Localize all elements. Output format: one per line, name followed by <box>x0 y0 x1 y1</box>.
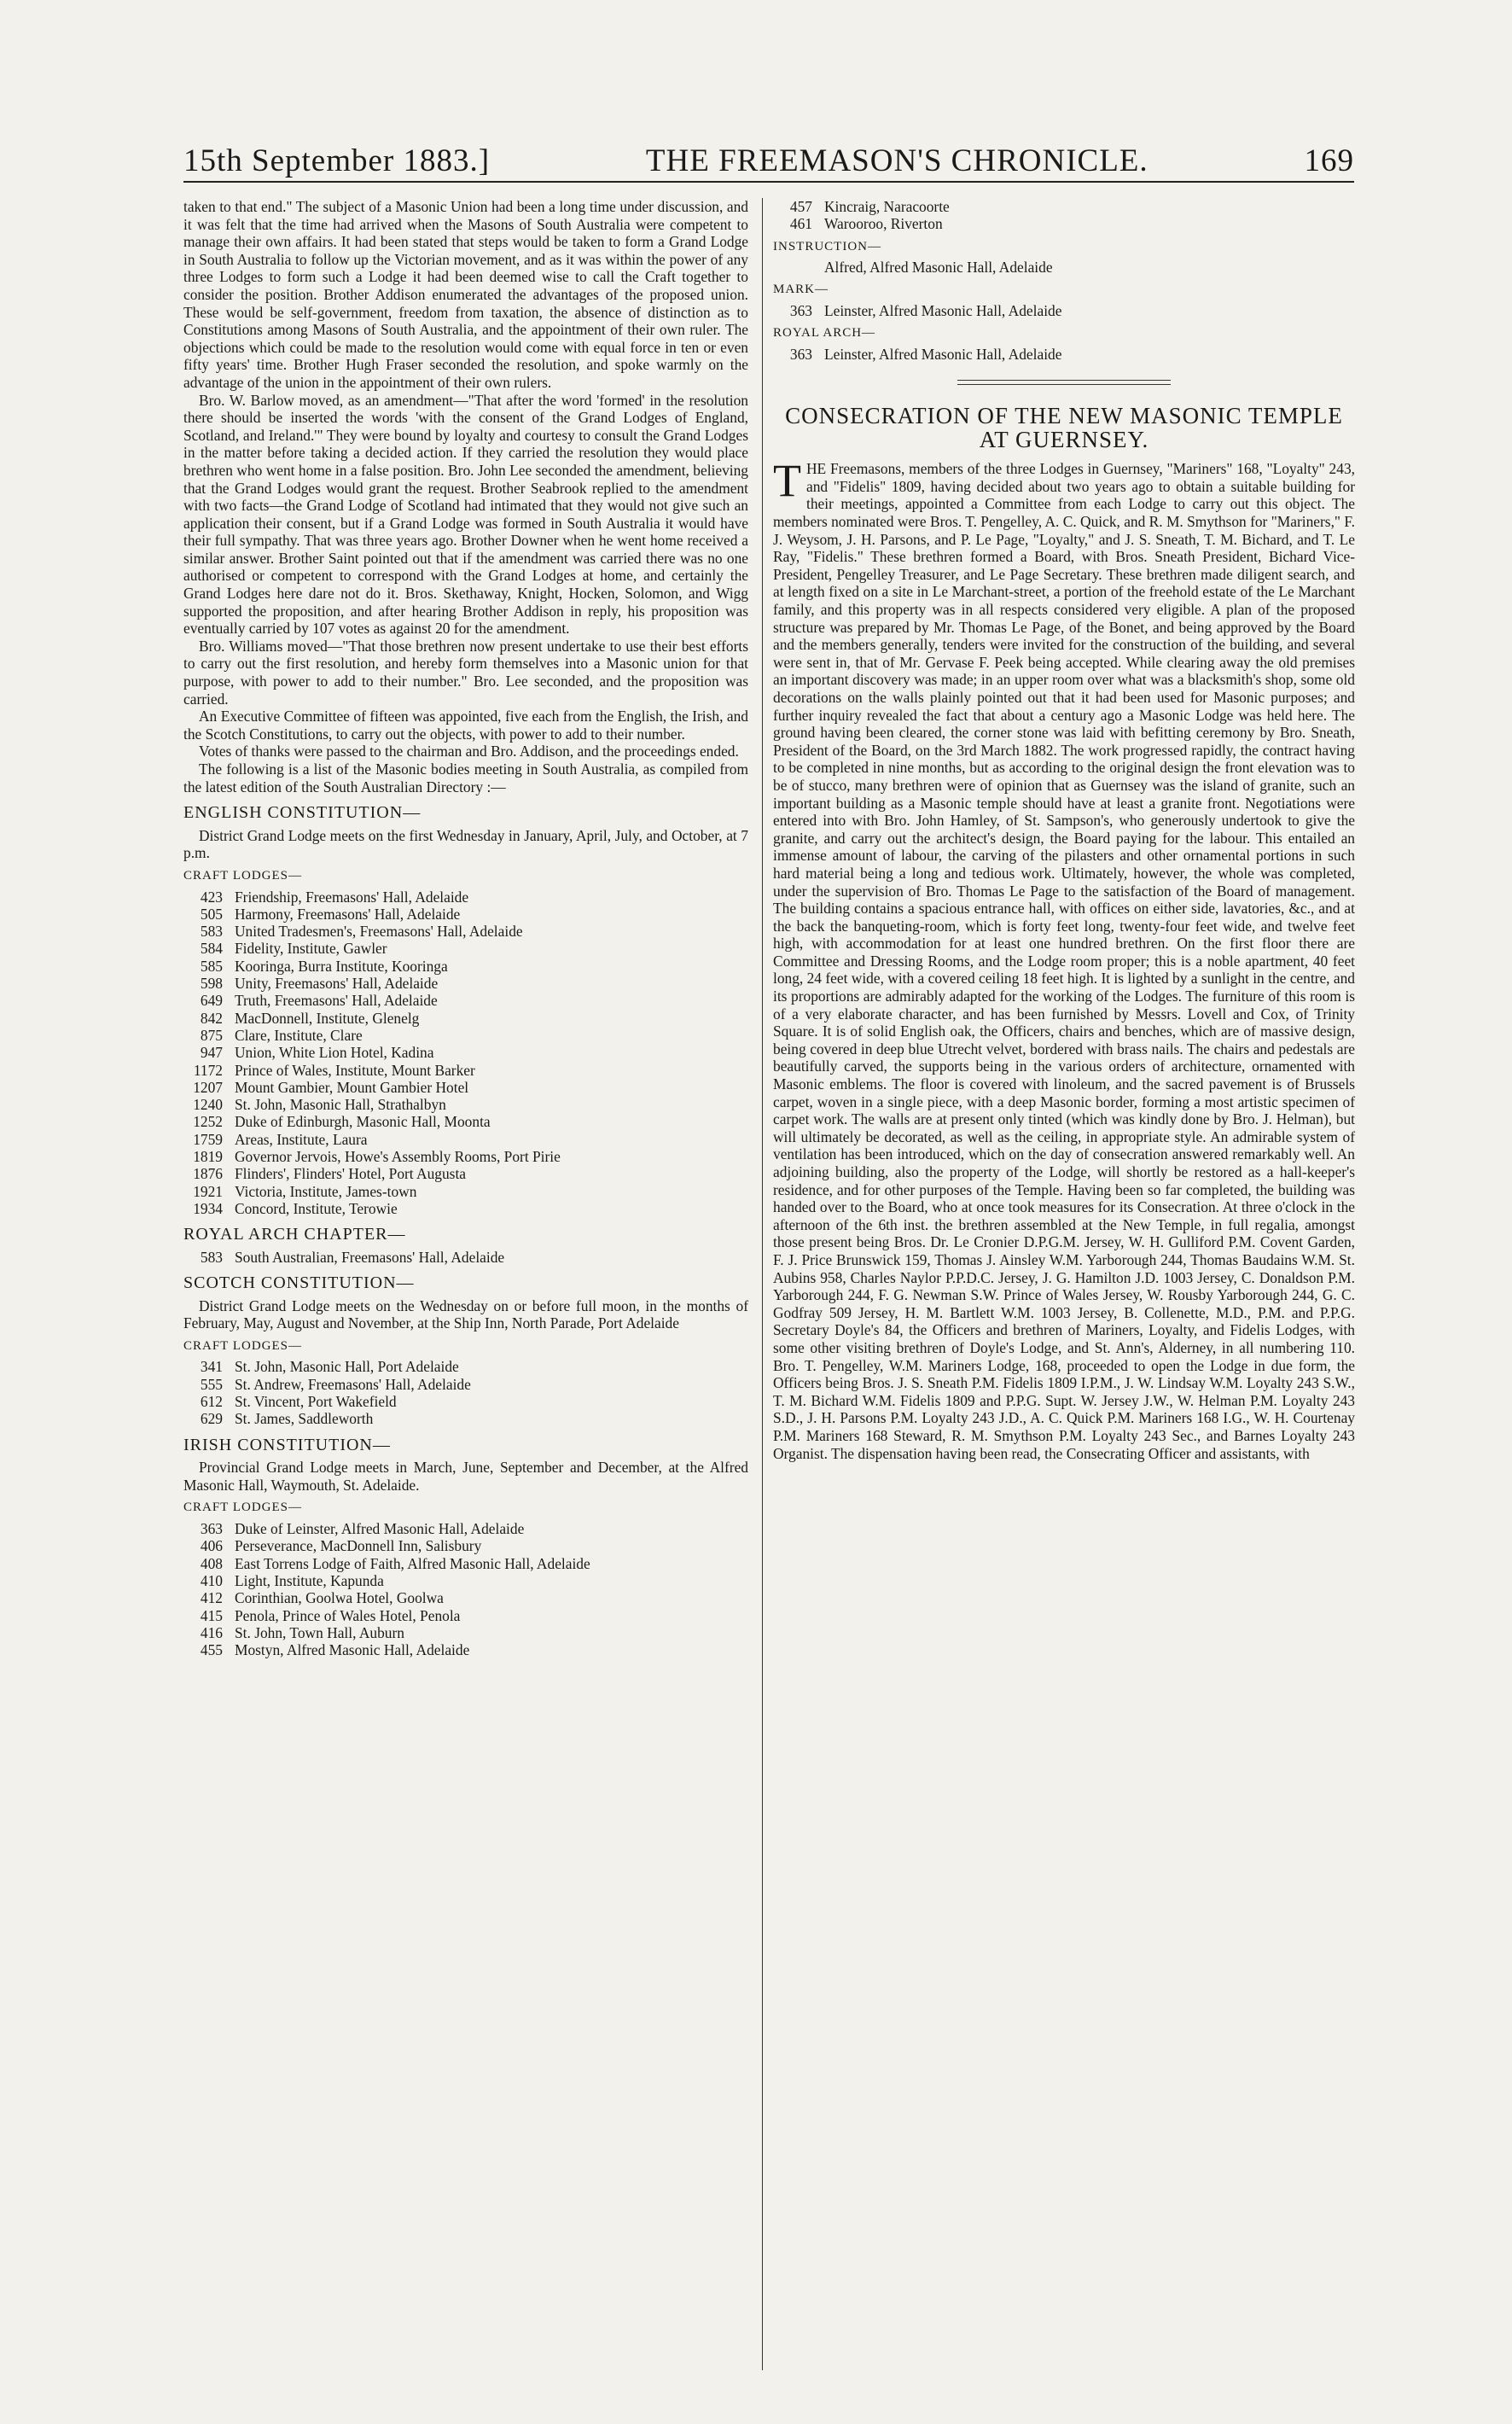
list-item <box>183 940 748 957</box>
lodge-name: Union, White Lion Hotel, Kadina <box>235 1044 434 1062</box>
lodge-name: Penola, Prince of Wales Hotel, Penola <box>235 1606 461 1624</box>
section-heading: IRISH CONSTITUTION— <box>183 1435 391 1454</box>
lodge-number: 1207 <box>193 1078 223 1096</box>
lodge-number: 1934 <box>193 1199 223 1217</box>
lodge-name: MacDonnell, Institute, Glenelg <box>235 1009 420 1027</box>
section-divider <box>957 380 1171 385</box>
list-item <box>183 975 748 992</box>
list-item <box>773 198 1355 215</box>
list-item <box>183 1096 748 1113</box>
lodge-name: Friendship, Freemasons' Hall, Adelaide <box>235 888 469 906</box>
lodge-number: 455 <box>200 1641 223 1659</box>
subsection-heading: ROYAL ARCH— <box>773 326 876 341</box>
page-number: 169 <box>1304 143 1354 178</box>
list-item <box>183 1131 748 1148</box>
lodge-number: 461 <box>789 215 812 233</box>
lodge-name: Kooringa, Burra Institute, Kooringa <box>235 957 448 975</box>
lodge-name: Corinthian, Goolwa Hotel, Goolwa <box>235 1589 444 1607</box>
list-item <box>183 992 748 1009</box>
list-item <box>183 1113 748 1130</box>
lodge-number: 406 <box>200 1537 223 1555</box>
section-heading: SCOTCH CONSTITUTION— <box>183 1273 415 1293</box>
lodge-name: Flinders', Flinders' Hotel, Port Augusta <box>235 1165 466 1183</box>
list-item <box>183 1079 748 1096</box>
lodge-number: 1921 <box>193 1182 223 1200</box>
issue-date: 15th September 1883.] <box>183 143 491 178</box>
list-item <box>183 1520 748 1537</box>
list-item <box>183 1641 748 1658</box>
list-item <box>183 1572 748 1589</box>
lodge-name: Clare, Institute, Clare <box>235 1026 363 1044</box>
lodge-number: 842 <box>200 1009 223 1027</box>
subsection-heading: CRAFT LODGES— <box>183 868 302 883</box>
article-title: CONSECRATION OF THE NEW MASONIC TEMPLE AT GUERNSEY. <box>785 403 1343 453</box>
lodge-name: Warooroo, Riverton <box>824 215 943 233</box>
list-item <box>183 1376 748 1393</box>
lodge-name: St. Vincent, Port Wakefield <box>235 1393 397 1411</box>
lodge-name: Unity, Freemasons' Hall, Adelaide <box>235 975 439 993</box>
list-item <box>183 1410 748 1427</box>
lodge-number: 649 <box>200 992 223 1010</box>
lodge-name: St. John, Town Hall, Auburn <box>235 1623 404 1641</box>
paragraph: Bro. W. Barlow moved, as an amendment—"That after the word 'formed' in the resolution there should be inserted the words 'with the consent of the Grand Lodges of England, Scotland, and Ireland.'" They were bound by loyalty and courtesy to consult the Grand Lodges in the matter before taking a decided action. If they carried the resolution they would place brethren who went home in a false position. Bro. John Lee seconded the amendment, believing that the Grand Lodges would grant the request. Brother Seabrook replied to the amendment with two facts—the Grand Lodge of Scotland had intimated that they would not give such an application their consent, but if a Grand Lodge was formed in South Australia it would have their full sympathy. That was three years ago. Brother Downer when he went home received a similar answer. Brother Saint pointed out that if the amendment was carried there was no one authorised or competent to correspond with the Grand Lodges at home, and certainly the Grand Lodges here dare not do it. Bros. Skethaway, Knight, Hocken, Solomon, and Wigg supported the proposition, and after hearing Brother Addison in reply, his proposition was eventually carried by 107 votes as against 20 for the amendment. <box>183 391 748 638</box>
lodge-number: 1876 <box>193 1165 223 1183</box>
lodge-number: 363 <box>789 302 812 320</box>
lodge-name: Mostyn, Alfred Masonic Hall, Adelaide <box>235 1641 470 1659</box>
lodge-number: 555 <box>200 1375 223 1393</box>
lodge-number: 1172 <box>193 1061 223 1079</box>
column-divider <box>762 198 763 2370</box>
lodge-name: Governor Jervois, Howe's Assembly Rooms, Port Pirie <box>235 1148 561 1166</box>
list-item <box>183 1200 748 1217</box>
lodge-list <box>773 302 1355 319</box>
lodge-name: South Australian, Freemasons' Hall, Adelaide <box>235 1248 505 1266</box>
list-item <box>183 1044 748 1061</box>
lodge-name: St. James, Saddleworth <box>235 1410 374 1428</box>
list-item <box>183 1555 748 1572</box>
lodge-number: 947 <box>200 1044 223 1062</box>
section-heading: ROYAL ARCH CHAPTER— <box>183 1225 406 1244</box>
lodge-number: 341 <box>200 1358 223 1376</box>
list-item <box>183 889 748 906</box>
lodge-number: 1252 <box>193 1113 223 1131</box>
lodge-name: St. John, Masonic Hall, Strathalbyn <box>235 1096 446 1114</box>
lodge-number: 415 <box>200 1606 223 1624</box>
lodge-number: 1819 <box>193 1148 223 1166</box>
left-column <box>183 198 748 1662</box>
paragraph: District Grand Lodge meets on the Wednesday on or before full moon, in the months of February, May, August and November, at the Ship Inn, North Parade, Port Adelaide <box>183 1296 748 1332</box>
lodge-number: 875 <box>200 1026 223 1044</box>
header-rule <box>183 181 1354 183</box>
list-item <box>183 1358 748 1375</box>
subsection-heading: CRAFT LODGES— <box>183 1500 302 1515</box>
paragraph: taken to that end." The subject of a Masonic Union had been a long time under discussion, and it was felt that the time had arrived when the Masons of South Australia were competent to manage their own affairs. It had been stated that steps would be taken to form a Grand Lodge in South Australia to follow up the Victorian movement, and as it was within the power of any three Lodges to form such a Lodge it had been deemed wise to call the Craft together to consider the position. Brother Addison enumerated the advantages of the proposed union. These would be self-government, freedom from taxation, the absence of distinction as to Constitutions among Masons of South Australia, and the appointment of their own ruler. The objections which could be made to the resolution would come with equal force in ten or even fifty years' time. Brother Hugh Fraser seconded the resolution, and spoke warmly on the advantage of the union in the appointment of their own rulers. <box>183 198 748 391</box>
lodge-name: Kincraig, Naracoorte <box>824 198 950 215</box>
paragraph: Votes of thanks were passed to the chairman and Bro. Addison, and the proceedings ended. <box>199 743 739 760</box>
lodge-number <box>773 259 812 276</box>
lodge-number: 412 <box>200 1589 223 1607</box>
drop-cap: T <box>773 455 801 507</box>
section-heading: ENGLISH CONSTITUTION— <box>183 803 422 823</box>
lodge-name: St. John, Masonic Hall, Port Adelaide <box>235 1358 459 1376</box>
article-body <box>773 455 1355 1462</box>
list-item <box>183 1165 748 1182</box>
list-item <box>183 1393 748 1410</box>
lodge-name: St. Andrew, Freemasons' Hall, Adelaide <box>235 1375 471 1393</box>
publication-title: THE FREEMASON'S CHRONICLE. <box>645 143 1149 178</box>
lodge-list <box>773 198 1355 233</box>
lodge-name: Light, Institute, Kapunda <box>235 1571 384 1589</box>
lodge-list <box>183 1520 748 1658</box>
lodge-number: 410 <box>200 1571 223 1589</box>
lodge-list <box>183 889 748 1218</box>
lodge-name: Leinster, Alfred Masonic Hall, Adelaide <box>824 345 1062 363</box>
lodge-name: Prince of Wales, Institute, Mount Barker <box>235 1061 475 1079</box>
lodge-number: 363 <box>789 345 812 363</box>
lodge-number: 1759 <box>193 1130 223 1148</box>
lodge-name: Fidelity, Institute, Gawler <box>235 940 387 958</box>
lodge-list <box>183 1358 748 1427</box>
list-item <box>183 923 748 940</box>
lodge-name: Duke of Edinburgh, Masonic Hall, Moonta <box>235 1113 491 1131</box>
list-item <box>183 1589 748 1606</box>
paragraph: Bro. Williams moved—"That those brethren now present undertake to use their best efforts to carry out the first resolution, and hereby form themselves into a Masonic union for that purpose, with power to add to their number." Bro. Lee seconded, and the proposition was carried. <box>183 637 748 708</box>
article-text: HE Freemasons, members of the three Lodges in Guernsey, "Mariners" 168, "Loyalty" 243, and "Fidelis" 1809, having decided about two years ago to obtain a suitable building for their meetings, appointed a Committee from each Lodge to carry out this object. The members nominated were Bros. T. Pengelley, A. C. Quick, and R. M. Smythson for "Mariners," F. J. Weysom, J. H. Parsons, and P. Le Page, "Loyalty," and J. S. Sneath, T. M. Bichard, and T. Le Ray, "Fidelis." These brethren formed a Board, with Bros. Sneath President, Bichard Vice-President, Pengelley Treasurer, and Le Page Secretary. These brethren made diligent search, and at length fixed on a site in Le Marchant-street, a portion of the freehold estate of the Le Marchant family, and this property was in all respects considered very eligible. A plan of the proposed structure was prepared by Mr. Thomas Le Page, of the Bonet, and being approved by the Board and the members generally, tenders were invited for the construction of the building, and several were sent in, that of Mr. Gervase F. Peek being accepted. While clearing away the old premises an important discovery was made; in an upper room over what was a blacksmith's shop, some old decorations on the walls plainly pointed out that it had been used for Masonic purposes; and further inquiry revealed the fact that about a century ago a Masonic Lodge was held here. The ground having been cleared, the corner stone was laid with befitting ceremony by Bro. Sneath, President of the Board, on the 3rd March 1882. The work progressed rapidly, the contract having to be completed in nine months, but as according to the original design the front elevation was to be of stucco, many brethren were of opinion that as Guernsey was the island of granite, such an important building as a Masonic temple should have at least a granite front. Negotiations were entered into with Bro. John Hamley, of St. Sampson's, who generously undertook to give the granite, and carry out the architect's design, the Board paying for the labour. This entailed an immense amount of labour, the carving of the pilasters and other ornamental portions in such hard material being a long and tedious work. Ultimately, however, the whole was completed, under the supervision of Bro. Thomas Le Page to the satisfaction of the Board of management. The building contains a spacious entrance hall, with offices on either side, lavatories, &c., and at the back the banqueting-room, which is forty feet long, twenty-four feet wide, and twelve feet high, with accommodation for at least one hundred brethren. On the first floor there are Committee and Dressing Rooms, and the Lodge room proper; this is a noble apartment, 40 feet long, 24 feet wide, with a covered ceiling 18 feet high. It is lighted by a sunlight in the centre, and its proportions are admirably adapted for the working of the Lodges. The furniture of this room is of a very elaborate character, and has been furnished by Messrs. Lovell and Cox, of Trinity Square. It is of solid English oak, the Officers, chairs and benches, which are of massive design, being covered in deep blue Utrecht velvet, bordered with brass nails. The chairs and pedestals are beautifully carved, the supports being in the various orders of architecture, ornamented with Masonic emblems. The floor is covered with linoleum, and the sacred pavement is of Brussels carpet, woven in a single piece, with a deep Masonic border, forming a most artistic specimen of carpet work. The walls are at present only tinted (which was kindly done by Bro. J. Helman), but will ultimately be decorated, as well as the ceiling, in appropriate style. An admirable system of ventilation has been introduced, which on the day of consecration answered remarkably well. An adjoining building, also the property of the Lodge, will shortly be restored as a hall-keeper's residence, and for other purposes of the Temple. Having been so far completed, the building was handed over to the Board, who at once took measures for its Consecration. At three o'clock in the afternoon of the 6th inst. the brethren assembled at the New Temple, in full regalia, amongst those present being Bros. Dr. Le Cronier D.P.G.M. Jersey, W. H. Gulliford P.M. Covent Garden, F. J. Price Brunswick 159, Thomas J. Ainsley W.M. Yarborough 244, Thomas Baudains W.M. St. Aubins 958, Charles Naylor P.P.D.C. Jersey, J. G. Hamilton J.D. 1003 Jersey, C. Donaldson P.M. Yarborough 244, F. G. Newman S.W. Prince of Wales Jersey, W. Rousby Yarborough 244, G. C. Godfray 509 Jersey, H. M. Bartlett W.M. 1003 Jersey, B. Collenette, M.D., P.M. and P.P.G. Secretary Doyle's 84, the Officers and brethren of Mariners, Loyalty, and Fidelis Lodges, with some other visiting brethren of Doyle's Lodge, and St. Ann's, Alderney, in all numbering 110. Bro. T. Pengelley, W.M. Mariners Lodge, 168, proceeded to open the Lodge in due form, the Officers being Bros. J. S. Sneath P.M. Fidelis 1809 I.P.M., J. W. Lindsay W.M. Loyalty 243 S.W., T. M. Bichard W.M. Fidelis 1809 and P.P.G. Supt. W. Jersey J.W., W. Helman P.M. Loyalty 243 S.D., J. H. Parsons P.M. Loyalty 243 J.D., A. C. Quick P.M. Mariners 168 I.G., W. H. Courtenay P.M. Mariners 168 Steward, R. M. Smythson P.M. Loyalty 243 Sec., and Barnes Loyalty 243 Organist. The dispensation having been read, the Consecrating Officer and assistants, with <box>773 460 1355 1462</box>
list-item <box>183 1027 748 1044</box>
lodge-name: Harmony, Freemasons' Hall, Adelaide <box>235 905 461 923</box>
lodge-number: 612 <box>200 1393 223 1411</box>
list-item <box>183 906 748 923</box>
list-item <box>183 1249 748 1266</box>
lodge-list <box>773 346 1355 363</box>
lodge-number: 629 <box>200 1410 223 1428</box>
lodge-name: Victoria, Institute, James-town <box>235 1182 417 1200</box>
subsection-heading: CRAFT LODGES— <box>183 1338 302 1353</box>
list-item <box>183 1010 748 1027</box>
lodge-number: 363 <box>200 1520 223 1538</box>
lodge-number: 408 <box>200 1554 223 1572</box>
subsection-heading: INSTRUCTION— <box>773 239 881 253</box>
lodge-number: 583 <box>200 923 223 941</box>
lodge-number: 457 <box>789 198 812 215</box>
paragraph: Provincial Grand Lodge meets in March, June, September and December, at the Alfred Masonic Hall, Waymouth, St. Adelaide. <box>183 1459 748 1494</box>
list-item <box>183 958 748 975</box>
paragraph: An Executive Committee of fifteen was appointed, five each from the English, the Irish, and the Scotch Constitutions, to carry out the objects, with power to add to their number. <box>183 708 748 743</box>
right-column <box>773 198 1355 1462</box>
lodge-number: 583 <box>200 1248 223 1266</box>
lodge-number: 1240 <box>193 1096 223 1114</box>
paragraph: The following is a list of the Masonic bodies meeting in South Australia, as compiled from the latest edition of the South Australian Directory :— <box>183 760 748 795</box>
lodge-name: United Tradesmen's, Freemasons' Hall, Adelaide <box>235 923 523 941</box>
paragraph: District Grand Lodge meets on the first Wednesday in January, April, July, and October, at 7 p.m. <box>183 826 748 862</box>
lodge-name: Mount Gambier, Mount Gambier Hotel <box>235 1078 469 1096</box>
lodge-number: 585 <box>200 957 223 975</box>
lodge-name: Alfred, Alfred Masonic Hall, Adelaide <box>824 259 1053 277</box>
lodge-number: 416 <box>200 1623 223 1641</box>
lodge-name: Areas, Institute, Laura <box>235 1130 368 1148</box>
lodge-list <box>183 1249 748 1266</box>
list-item <box>183 1607 748 1624</box>
lodge-name: Concord, Institute, Terowie <box>235 1199 398 1217</box>
list-item <box>183 1183 748 1200</box>
list-item <box>183 1624 748 1641</box>
list-item <box>183 1062 748 1079</box>
list-item <box>773 259 1355 276</box>
running-head <box>183 137 1354 179</box>
lodge-name: Truth, Freemasons' Hall, Adelaide <box>235 992 438 1010</box>
lodge-name: Leinster, Alfred Masonic Hall, Adelaide <box>824 302 1062 320</box>
list-item <box>183 1537 748 1554</box>
list-item <box>773 346 1355 363</box>
lodge-number: 423 <box>200 888 223 906</box>
lodge-number: 505 <box>200 905 223 923</box>
lodge-name: Duke of Leinster, Alfred Masonic Hall, Adelaide <box>235 1520 525 1538</box>
lodge-number: 598 <box>200 975 223 993</box>
list-item <box>183 1148 748 1165</box>
list-item <box>773 215 1355 232</box>
lodge-name: East Torrens Lodge of Faith, Alfred Masonic Hall, Adelaide <box>235 1554 590 1572</box>
subsection-heading: MARK— <box>773 283 829 297</box>
lodge-name: Perseverance, MacDonnell Inn, Salisbury <box>235 1537 482 1555</box>
list-item <box>773 302 1355 319</box>
lodge-number: 584 <box>200 940 223 958</box>
